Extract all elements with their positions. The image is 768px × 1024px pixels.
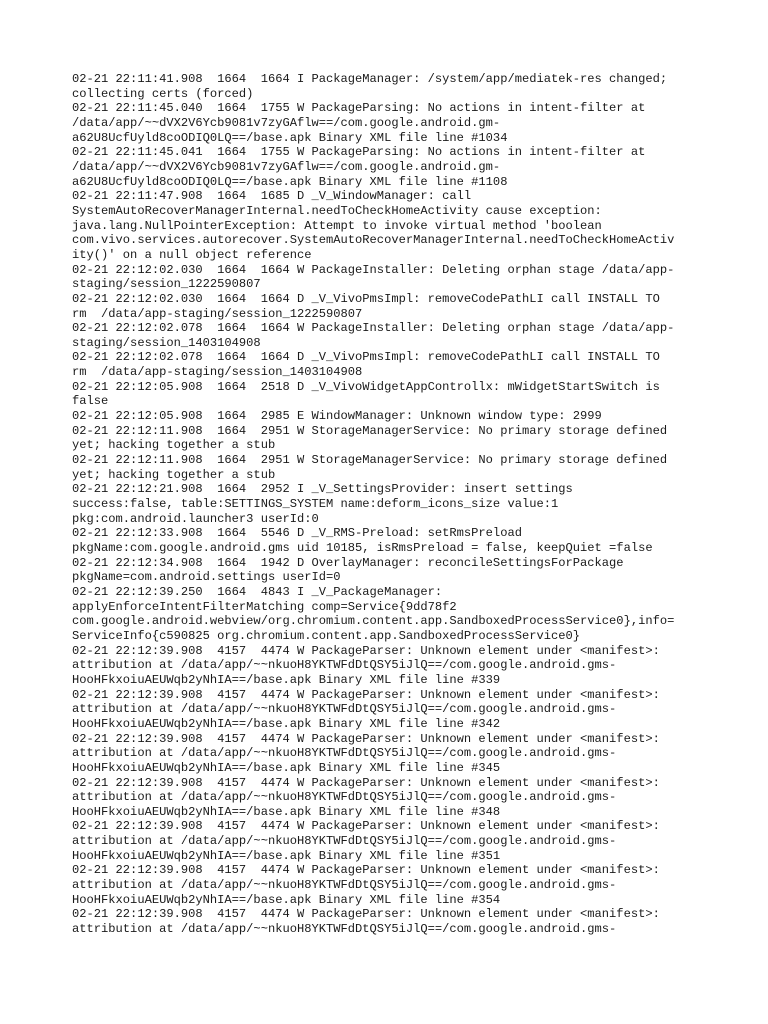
log-line: false <box>72 394 109 409</box>
log-line: pkgName:com.google.android.gms uid 10185, isRmsPreload = false, keepQuiet =false <box>72 541 653 555</box>
log-line: HooHFkxoiuAEUWqb2yNhIA==/base.apk Binary XML file line #348 <box>72 804 501 819</box>
log-line: 02-21 22:11:47.908 1664 1685 D _V_WindowManager: call <box>72 189 472 204</box>
log-line: applyEnforceIntentFilterMatching comp=Service{9dd78f2 <box>72 599 457 614</box>
log-line: /data/app/~~dVX2V6Ycb9081v7zyGAflw==/com.google.android.gm- <box>72 159 501 174</box>
log-line: pkg:com.android.launcher3 userId:0 <box>72 511 319 526</box>
log-line: a62U8UcfUyld8coODIQ0LQ==/base.apk Binary XML file line #1034 <box>72 130 508 145</box>
log-line: attribution at /data/app/~~nkuoH8YKTWFdDtQSY5iJlQ==/com.google.android.gms- <box>72 922 617 937</box>
log-line: 02-21 22:12:39.908 4157 4474 W PackageParser: Unknown element under <manifest>: <box>72 775 660 790</box>
log-line: yet; hacking together a stub <box>72 467 276 482</box>
log-line: 02-21 22:12:34.908 1664 1942 D OverlayManager: reconcileSettingsForPackage <box>72 555 624 570</box>
log-line: 02-21 22:11:41.908 1664 1664 I PackageManager: /system/app/mediatek-res changed; <box>72 72 668 86</box>
log-line: HooHFkxoiuAEUWqb2yNhIA==/base.apk Binary XML file line #351 <box>72 848 501 863</box>
log-line: java.lang.NullPointerException: Attempt to invoke virtual method 'boolean <box>72 218 602 233</box>
log-line: yet; hacking together a stub <box>72 438 276 453</box>
log-line: 02-21 22:12:39.908 4157 4474 W PackageParser: Unknown element under <manifest>: <box>72 863 660 878</box>
log-line: HooHFkxoiuAEUWqb2yNhIA==/base.apk Binary XML file line #354 <box>72 892 501 907</box>
log-line: a62U8UcfUyld8coODIQ0LQ==/base.apk Binary XML file line #1108 <box>72 174 508 189</box>
log-line: attribution at /data/app/~~nkuoH8YKTWFdDtQSY5iJlQ==/com.google.android.gms- <box>72 658 617 673</box>
log-line: 02-21 22:11:45.040 1664 1755 W PackageParsing: No actions in intent-filter at <box>72 101 646 116</box>
log-line: 02-21 22:12:21.908 1664 2952 I _V_SettingsProvider: insert settings <box>72 482 573 497</box>
log-line: com.vivo.services.autorecover.SystemAutoRecoverManagerInternal.needToCheckHomeActiv <box>72 233 675 248</box>
log-line: 02-21 22:12:39.908 4157 4474 W PackageParser: Unknown element under <manifest>: <box>72 687 660 702</box>
log-line: rm /data/app-staging/session_1222590807 <box>72 306 363 321</box>
log-line: com.google.android.webview/org.chromium.content.app.SandboxedProcessService0},info= <box>72 614 675 629</box>
log-line: HooHFkxoiuAEUWqb2yNhIA==/base.apk Binary XML file line #339 <box>72 672 501 687</box>
log-line: attribution at /data/app/~~nkuoH8YKTWFdDtQSY5iJlQ==/com.google.android.gms- <box>72 702 617 717</box>
log-text-body <box>72 72 704 937</box>
log-line: HooHFkxoiuAEUWqb2yNhIA==/base.apk Binary XML file line #342 <box>72 716 501 731</box>
log-line: 02-21 22:12:02.078 1664 1664 W PackageInstaller: Deleting orphan stage /data/app- <box>72 321 675 336</box>
log-line: 02-21 22:12:39.250 1664 4843 I _V_PackageManager: <box>72 584 443 599</box>
log-line: 02-21 22:12:11.908 1664 2951 W StorageManagerService: No primary storage defined <box>72 423 668 438</box>
log-line: 02-21 22:12:05.908 1664 2985 E WindowManager: Unknown window type: 2999 <box>72 409 602 424</box>
log-line: staging/session_1403104908 <box>72 335 261 350</box>
log-line: 02-21 22:12:33.908 1664 5546 D _V_RMS-Preload: setRmsPreload <box>72 526 522 541</box>
log-line: pkgName=com.android.settings userId=0 <box>72 570 341 585</box>
log-line: 02-21 22:12:02.078 1664 1664 D _V_VivoPmsImpl: removeCodePathLI call INSTALL TO <box>72 350 660 365</box>
log-line: success:false, table:SETTINGS_SYSTEM name:deform_icons_size value:1 <box>72 497 559 512</box>
log-line: attribution at /data/app/~~nkuoH8YKTWFdDtQSY5iJlQ==/com.google.android.gms- <box>72 834 617 849</box>
log-line: 02-21 22:12:05.908 1664 2518 D _V_VivoWidgetAppControllx: mWidgetStartSwitch is <box>72 379 660 394</box>
log-line: rm /data/app-staging/session_1403104908 <box>72 365 363 380</box>
log-line: collecting certs (forced) <box>72 86 254 101</box>
log-line: 02-21 22:12:11.908 1664 2951 W StorageManagerService: No primary storage defined <box>72 453 668 468</box>
log-line: HooHFkxoiuAEUWqb2yNhIA==/base.apk Binary XML file line #345 <box>72 760 501 775</box>
log-line: SystemAutoRecoverManagerInternal.needToCheckHomeActivity cause exception: <box>72 203 602 218</box>
log-line: 02-21 22:12:39.908 4157 4474 W PackageParser: Unknown element under <manifest>: <box>72 907 660 922</box>
log-line: 02-21 22:12:39.908 4157 4474 W PackageParser: Unknown element under <manifest>: <box>72 643 660 658</box>
log-line: staging/session_1222590807 <box>72 277 261 292</box>
log-line: 02-21 22:12:39.908 4157 4474 W PackageParser: Unknown element under <manifest>: <box>72 731 660 746</box>
log-line: /data/app/~~dVX2V6Ycb9081v7zyGAflw==/com.google.android.gm- <box>72 115 501 130</box>
log-line: 02-21 22:12:02.030 1664 1664 D _V_VivoPmsImpl: removeCodePathLI call INSTALL TO <box>72 291 660 306</box>
log-line: attribution at /data/app/~~nkuoH8YKTWFdDtQSY5iJlQ==/com.google.android.gms- <box>72 746 617 761</box>
log-line: attribution at /data/app/~~nkuoH8YKTWFdDtQSY5iJlQ==/com.google.android.gms- <box>72 878 617 893</box>
log-line: ServiceInfo{c590825 org.chromium.content.app.SandboxedProcessService0} <box>72 628 581 643</box>
log-line: 02-21 22:12:02.030 1664 1664 W PackageInstaller: Deleting orphan stage /data/app- <box>72 262 675 277</box>
log-line: attribution at /data/app/~~nkuoH8YKTWFdDtQSY5iJlQ==/com.google.android.gms- <box>72 790 617 805</box>
log-line: 02-21 22:11:45.041 1664 1755 W PackageParsing: No actions in intent-filter at <box>72 145 646 160</box>
log-line: 02-21 22:12:39.908 4157 4474 W PackageParser: Unknown element under <manifest>: <box>72 819 660 834</box>
log-line: ity()' on a null object reference <box>72 247 312 262</box>
